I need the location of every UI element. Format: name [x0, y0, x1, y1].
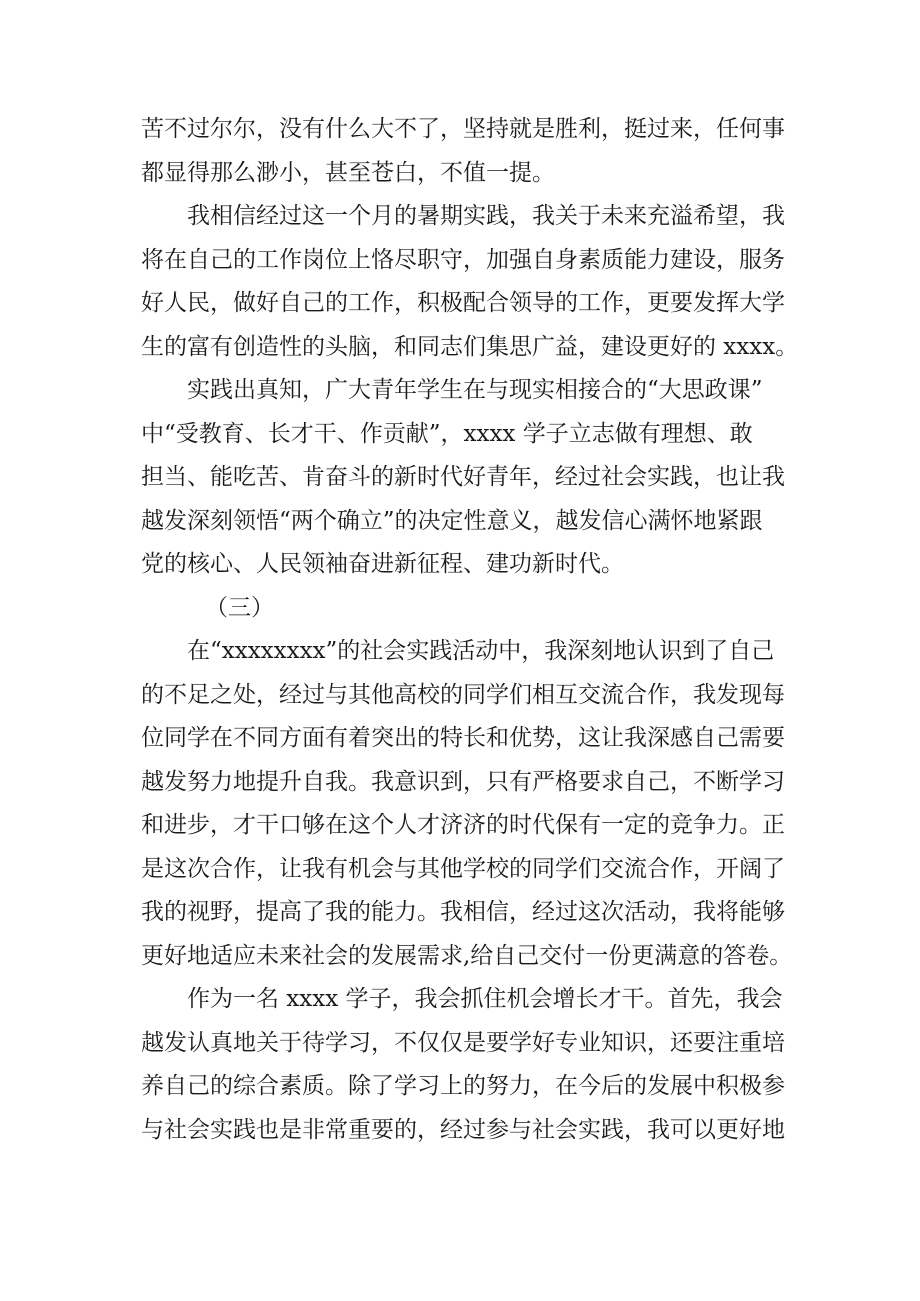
- text-line: 我的视野，提高了我的能力。我相信，经过这次活动，我将能够: [141, 899, 785, 925]
- text-line: 是这次合作，让我有机会与其他学校的同学们交流合作，开阔了: [141, 855, 785, 882]
- paragraph-5: [141, 978, 785, 1152]
- body-text: [141, 108, 799, 1152]
- text-line: 苦不过尔尔，没有什么大不了，坚持就是胜利，挺过来，任何事: [141, 116, 785, 142]
- text-line: 越发认真地关于待学习，不仅仅是要学好专业知识，还要注重培: [141, 1029, 785, 1056]
- text-line: 的不足之处，经过与其他高校的同学们相互交流合作，我发现每: [141, 681, 785, 708]
- text-line: 都显得那么渺小，甚至苍白，不值一提。: [141, 159, 555, 186]
- text-line: 越发深刻领悟“两个确立”的决定性意义，越发信心满怀地紧跟: [141, 507, 763, 534]
- text-line: 将在自己的工作岗位上恪尽职守，加强自身素质能力建设，服务: [141, 246, 785, 273]
- paragraph-2: [141, 195, 799, 369]
- section-heading-text: （三）: [205, 594, 274, 621]
- text-line: 更好地适应未来社会的发展需求,给自己交付一份更满意的答卷。: [141, 942, 793, 969]
- text-line: 养自己的综合素质。除了学习上的努力，在今后的发展中积极参: [141, 1073, 785, 1099]
- text-line: 作为一名 xxxx 学子，我会抓住机会增长才干。首先，我会: [187, 986, 783, 1012]
- paragraph-3: [141, 369, 785, 587]
- text-line: 和进步，才干口够在这个人才济济的时代保有一定的竞争力。正: [141, 812, 785, 838]
- text-line: 中“受教育、长才干、作贡献”，xxxx 学子立志做有理想、敢: [141, 420, 753, 447]
- text-line: 实践出真知，广大青年学生在与现实相接合的“大思政课”: [187, 377, 763, 403]
- text-line: 在“xxxxxxxx”的社会实践活动中，我深刻地认识到了自己: [187, 638, 775, 664]
- paragraph-1: [141, 108, 785, 195]
- text-line: 党的核心、人民领袖奋进新征程、建功新时代。: [141, 551, 624, 577]
- text-line: 好人民，做好自己的工作，积极配合领导的工作，更要发挥大学: [141, 290, 785, 316]
- text-line: 越发努力地提升自我。我意识到，只有严格要求自己，不断学习: [141, 768, 785, 795]
- text-line: 生的富有创造性的头脑，和同志们集思广益，建设更好的 xxxx。: [141, 333, 799, 360]
- text-line: 与社会实践也是非常重要的，经过参与社会实践，我可以更好地: [141, 1116, 785, 1143]
- text-line: 我相信经过这一个月的暑期实践，我关于未来充溢希望，我: [187, 203, 785, 229]
- paragraph-4: [141, 630, 793, 978]
- text-line: 担当、能吃苦、肯奋斗的新时代好青年，经过社会实践，也让我: [141, 464, 785, 490]
- section-heading: [141, 587, 781, 631]
- text-line: 位同学在不同方面有着突出的特长和优势，这让我深感自己需要: [141, 725, 785, 751]
